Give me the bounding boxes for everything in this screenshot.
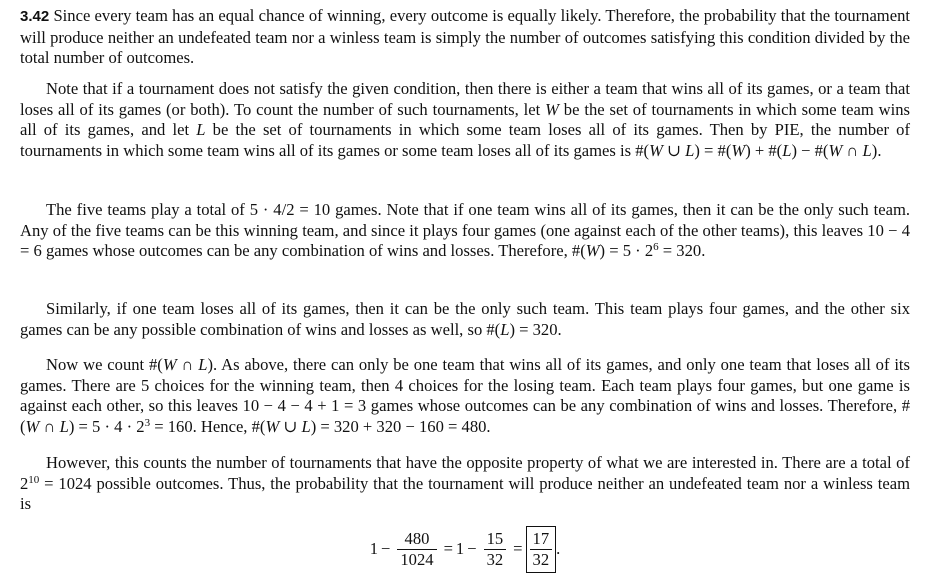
paragraph-probability — [20, 453, 910, 515]
fraction-numerator: 17 — [532, 529, 550, 548]
final-equation — [0, 526, 930, 573]
paragraph-text: Since every team has an equal chance of winning, every outcome is equally likely. Therefore, the probability that the tournament will produce neither an undefeated team nor a winless team is simply the number of outcomes satisfying this condition divided by the total number of outcomes. — [20, 6, 910, 68]
fraction-17-32 — [530, 529, 553, 570]
equation-minus: − — [467, 539, 477, 559]
text-run: ) = 5 · 2 — [599, 241, 654, 261]
text-run: = 320. — [658, 241, 706, 261]
text-run: ) = 5 · 4 · 2 — [68, 416, 145, 436]
boxed-answer — [526, 526, 557, 573]
equation-equals: = — [513, 539, 523, 559]
equation-equals: = — [443, 539, 453, 559]
math-symbol: W ∩ L — [25, 416, 69, 436]
fraction-15-32 — [484, 529, 507, 570]
text-run: However, this counts the number of tournaments that have the opposite property of what we are interested in. There are a total of 2 — [20, 453, 910, 493]
text-run: ) = #( — [694, 140, 732, 160]
math-symbol: L — [196, 120, 206, 140]
fraction-denominator: 1024 — [397, 549, 436, 570]
fraction-480-1024 — [397, 529, 436, 570]
fraction-numerator: 15 — [486, 529, 504, 548]
math-symbol: W ∪ L — [265, 416, 311, 436]
text-run: be the set of tournaments in which some team loses all of its games. Then by PIE, the number of tournaments in which some team wins all of its games or some team loses all of its games is #( — [20, 120, 911, 160]
fraction-numerator: 480 — [404, 529, 430, 548]
text-run: be the set of tournaments in which some team wins all of its games, and let — [20, 99, 910, 140]
text-run: Note that if a tournament does not satisfy the given condition, then there is either a team that wins all of its games, or a team that loses all of its games (or both). To count the number of such tournaments, let — [20, 79, 910, 119]
equation-one: 1 — [369, 539, 379, 559]
math-symbol: W ∩ L — [828, 140, 872, 160]
problem-number: 3.42 — [20, 8, 50, 25]
math-symbol: L — [782, 140, 792, 160]
text-run: = 1024 possible outcomes. Thus, the probability that the tournament will produce neither an undefeated team nor a winless team is — [20, 473, 910, 514]
paragraph-pie — [20, 79, 910, 161]
text-run: ) = 320 + 320 − 160 = 480. — [310, 416, 491, 436]
math-symbol: W — [585, 241, 600, 261]
math-symbol: W ∪ L — [649, 140, 695, 160]
text-run: The five teams play a total of 5 · 4/2 = 10 games. Note that if one team wins all of its games, then it can be the only such team. Any of the five teams can be this winning team, and since it plays four games (one against each of the other teams), this leaves 10 − 4 = 6 games whose outcomes can be any combination of wins and losses. Therefore, #( — [20, 200, 910, 261]
exponent: 3 — [144, 416, 151, 429]
text-run: ). As above, there can only be one team that wins all of its games, and only one team that loses all of its games. There are 5 choices for the winning team, then 4 choices for the losing team. Each team plays four games, but one game is against each other, so this leaves 10 − 4 − 4 + 1 = 3 games whose outcomes can be any combination of wins and losses. Therefore, #( — [20, 355, 910, 436]
equation-one: 1 — [455, 539, 465, 559]
paragraph-count-w — [20, 200, 910, 262]
fraction-denominator: 32 — [484, 549, 507, 570]
math-symbol: W — [545, 99, 559, 119]
paragraph-count-intersection — [20, 355, 910, 437]
text-run: ) = 320. — [509, 319, 562, 339]
text-run: Now we count #( — [46, 355, 163, 374]
paragraph-count-l — [20, 299, 910, 340]
text-run: ) − #( — [791, 140, 829, 160]
math-symbol: W — [731, 140, 746, 160]
equation-period: . — [556, 539, 561, 559]
exponent: 10 — [28, 473, 40, 486]
text-run: ). — [871, 140, 882, 160]
text-run: = 160. Hence, #( — [150, 416, 266, 436]
math-symbol: L — [500, 319, 510, 339]
text-run: ) + #( — [745, 140, 783, 160]
paragraph-intro — [20, 6, 910, 69]
fraction-denominator: 32 — [530, 549, 553, 570]
text-run: Similarly, if one team loses all of its games, then it can be the only such team. This team plays four games, and the other six games can be any possible combination of wins and losses as well, so #( — [20, 299, 910, 339]
exponent: 6 — [653, 241, 659, 254]
equation-minus: − — [381, 539, 391, 559]
math-symbol: W ∩ L — [162, 355, 208, 374]
